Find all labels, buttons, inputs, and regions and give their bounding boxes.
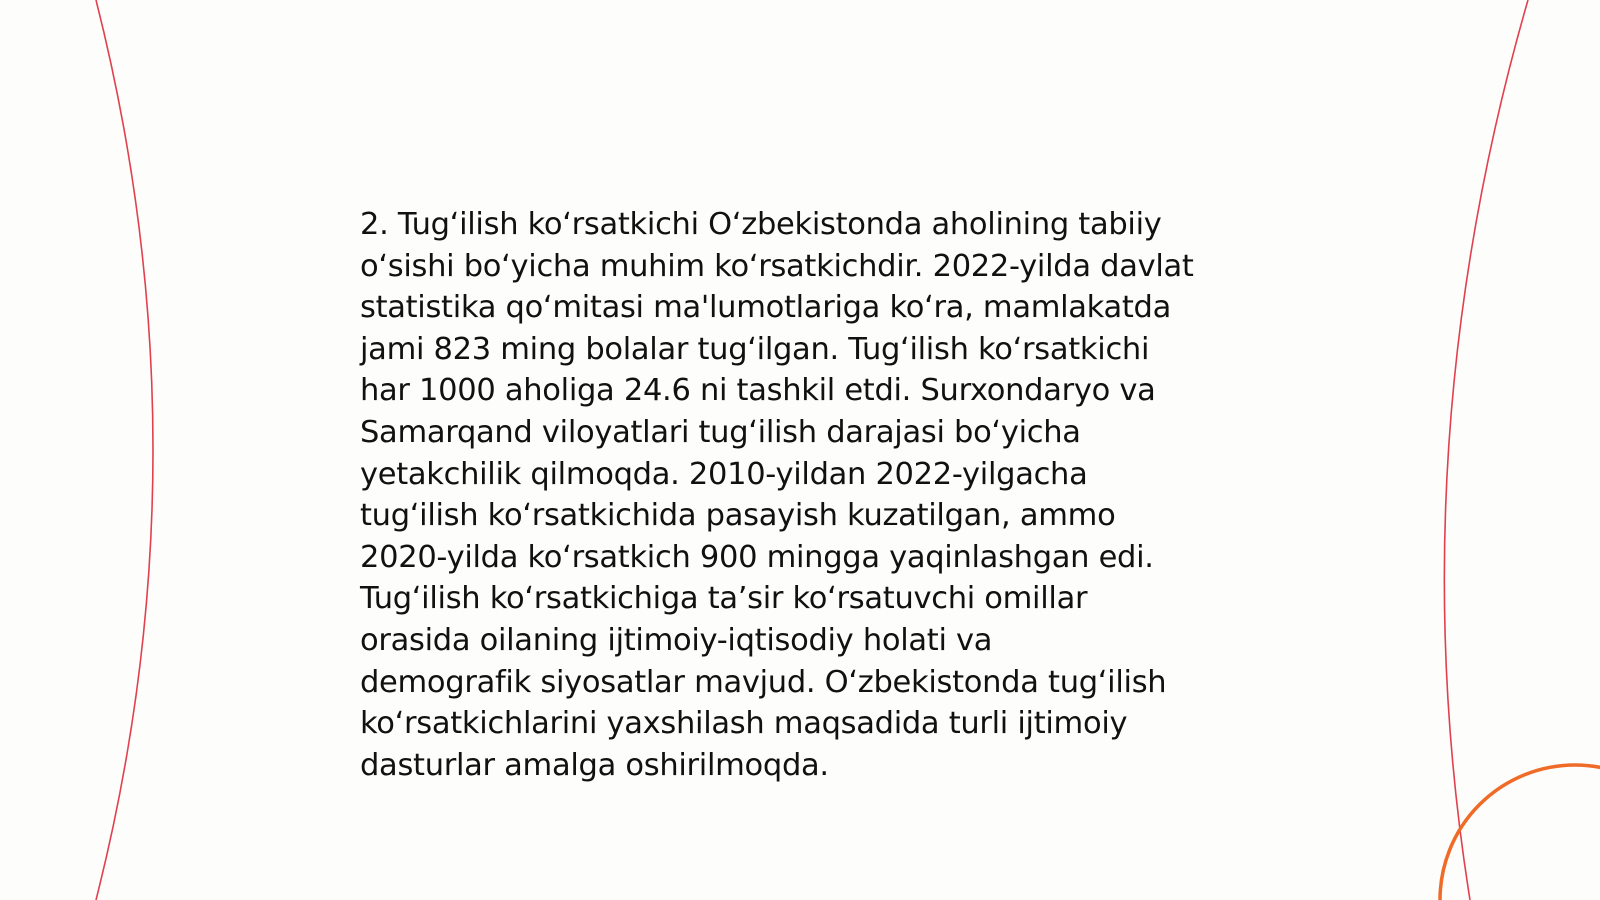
paragraph-line: Tug‘ilish ko‘rsatkichiga ta’sir ko‘rsatuvchi omillar xyxy=(360,581,1088,617)
paragraph-line: o‘sishi bo‘yicha muhim ko‘rsatkichdir. 2022-yilda davlat xyxy=(360,248,1194,284)
paragraph-line: demografik siyosatlar mavjud. O‘zbekistonda tug‘ilish xyxy=(360,664,1167,700)
corner-arc xyxy=(1440,765,1600,900)
paragraph-line: statistika qo‘mitasi ma'lumotlariga ko‘ra, mamlakatda xyxy=(360,290,1172,326)
paragraph-line: 2. Tug‘ilish ko‘rsatkichi O‘zbekistonda aholining tabiiy xyxy=(360,207,1162,242)
paragraph-line: dasturlar amalga oshirilmoqda. xyxy=(360,747,829,783)
right-curve-line xyxy=(1444,0,1528,900)
left-curve-line xyxy=(96,0,153,900)
paragraph-line: orasida oilaning ijtimoiy-iqtisodiy holati va xyxy=(360,622,993,658)
paragraph-line: yetakchilik qilmoqda. 2010-yildan 2022-yilgacha xyxy=(360,456,1088,492)
paragraph-line: 2020-yilda ko‘rsatkich 900 mingga yaqinlashgan edi. xyxy=(360,539,1154,575)
paragraph-line: Samarqand viloyatlari tug‘ilish darajasi bo‘yicha xyxy=(360,414,1081,450)
paragraph-line: tug‘ilish ko‘rsatkichida pasayish kuzatilgan, ammo xyxy=(360,498,1116,534)
paragraph-line: ko‘rsatkichlarini yaxshilash maqsadida turli ijtimoiy xyxy=(360,706,1128,742)
paragraph-line: jami 823 ming bolalar tug‘ilgan. Tug‘ilish ko‘rsatkichi xyxy=(360,331,1150,367)
paragraph-line: har 1000 aholiga 24.6 ni tashkil etdi. Surxondaryo va xyxy=(360,373,1156,409)
body-paragraph xyxy=(360,204,1260,786)
